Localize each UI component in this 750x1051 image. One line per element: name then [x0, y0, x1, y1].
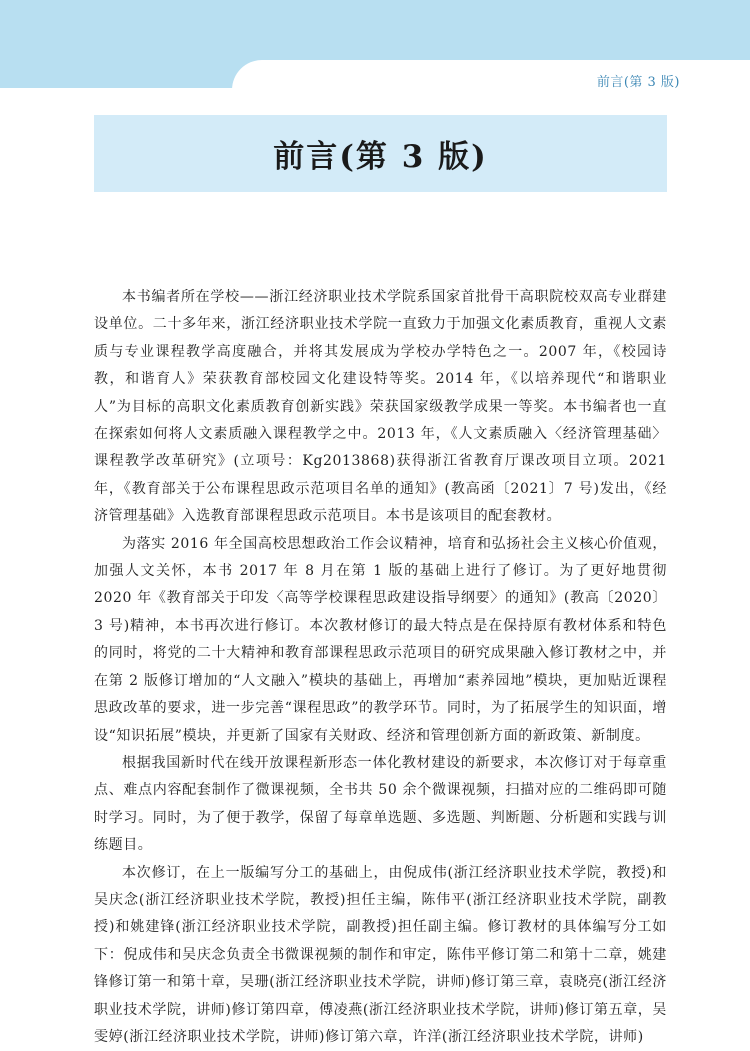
paragraph-3: 根据我国新时代在线开放课程新形态一体化教材建设的新要求，本次修订对于每章重点、难点内容配套制作了微课视频，全书共 50 余个微课视频，扫描对应的二维码即可随时学习。同时，为了便于教学，保留了每章单选题、多选题、判断题、分析题和实践与训练题目。: [94, 754, 667, 854]
page-title: 前言(第 3 版): [273, 139, 488, 175]
body-text: [94, 284, 667, 1051]
paragraph-1: 本书编者所在学校——浙江经济职业技术学院系国家首批骨干高职院校双高专业群建设单位。二十多年来，浙江经济职业技术学院一直致力于加强文化素质教育，重视人文素质与专业课程教学高度融合，并将其发展成为学校办学特色之一。2007 年，《校园诗教，和谐育人》荣获教育部校园文化建设特等奖。2014 年，《以培养现代“和谐职业人”为目标的高职文化素质教育创新实践》荣获国家级教学成果一等奖。本书编者也一直在探索如何将人文素质融入课程教学之中。2013 年，《人文素质融入〈经济管理基础〉课程教学改革研究》(立项号：Kg2013868)获得浙江省教育厅课改项目立项。2021 年，《教育部关于公布课程思政示范项目名单的通知》(教高函〔2021〕7 号)发出，《经济管理基础》入选教育部课程思政示范项目。本书是该项目的配套教材。: [94, 289, 667, 525]
paragraph-4: 本次修订，在上一版编写分工的基础上，由倪成伟(浙江经济职业技术学院，教授)和吴庆念(浙江经济职业技术学院，教授)担任主编，陈伟平(浙江经济职业技术学院，副教授)和姚建锋(浙江经济职业技术学院，副教授)担任副主编。修订教材的具体编写分工如下：倪成伟和吴庆念负责全书微课视频的制作和审定，陈伟平修订第二和第十二章，姚建锋修订第一和第十章，吴珊(浙江经济职业技术学院，讲师)修订第三章，袁晓亮(浙江经济职业技术学院，讲师)修订第四章，傅凌燕(浙江经济职业技术学院，讲师)修订第五章，吴雯婷(浙江经济职业技术学院，讲师)修订第六章，许洋(浙江经济职业技术学院，讲师): [94, 864, 667, 1045]
title-box: [94, 115, 667, 192]
paragraph-2: 为落实 2016 年全国高校思想政治工作会议精神，培育和弘扬社会主义核心价值观，加强人文关怀，本书 2017 年 8 月在第 1 版的基础上进行了修订。为了更好地贯彻 2020 年《教育部关于印发〈高等学校课程思政建设指导纲要〉的通知》(教高〔2020〕3 号)精神，本书再次进行修订。本次教材修订的最大特点是在保持原有教材体系和特色的同时，将党的二十大精神和教育部课程思政示范项目的研究成果融入修订教材之中，并在第 2 版修订增加的“人文融入”模块的基础上，再增加“素养园地”模块，更加贴近课程思政改革的要求，进一步完善“课程思政”的教学环节。同时，为了拓展学生的知识面，增设“知识拓展”模块，并更新了国家有关财政、经济和管理创新方面的新政策、新制度。: [94, 535, 667, 744]
running-head: 前言(第 3 版): [596, 75, 680, 90]
